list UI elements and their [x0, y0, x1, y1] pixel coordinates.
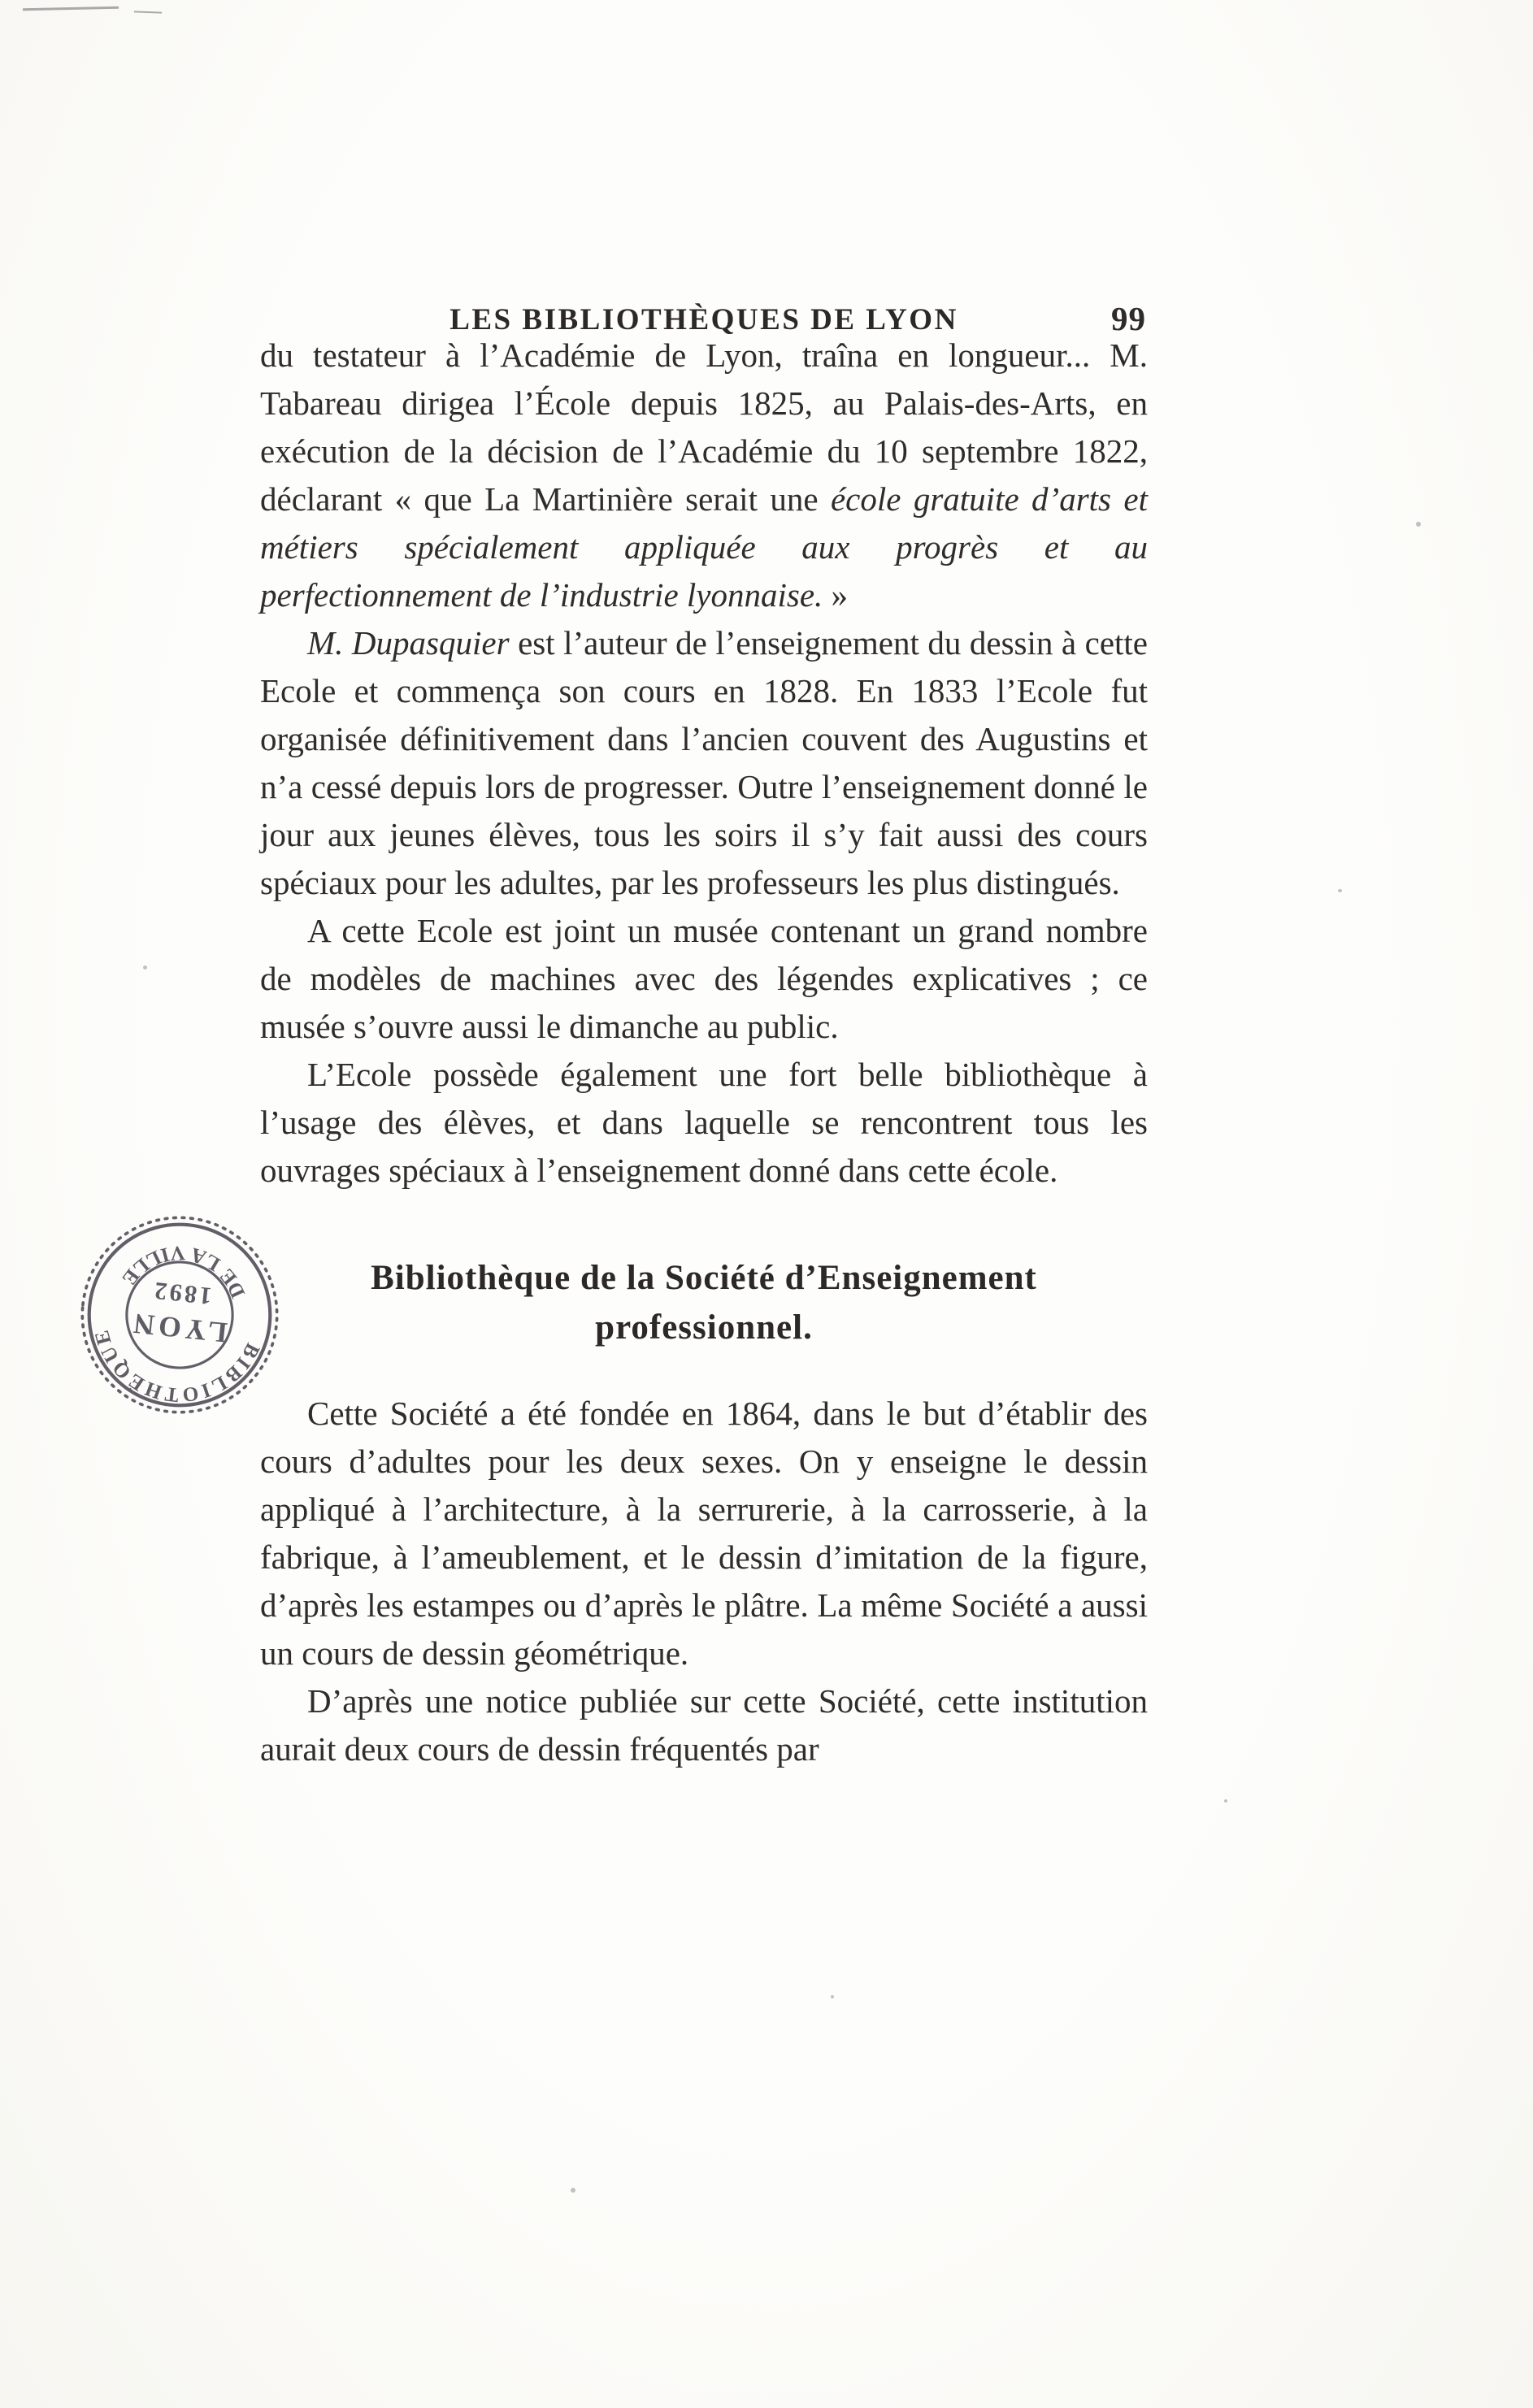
paragraph	[260, 619, 1148, 907]
italic-text-run: M. Dupasquier	[307, 624, 510, 662]
pencil-mark	[23, 7, 119, 11]
stamp-ring-text-bottom: DE LA VILLE	[115, 1241, 250, 1301]
stamp-city-text: LYON	[128, 1306, 229, 1350]
page-number: 99	[1111, 300, 1146, 337]
pencil-mark	[134, 11, 162, 13]
scan-speck	[143, 965, 147, 970]
stamp-ring-text-top: BIBLIOTHÈQUE	[90, 1325, 264, 1406]
scan-speck	[1338, 889, 1342, 892]
paragraph-group-bottom	[260, 1390, 1148, 1773]
section-heading	[260, 1253, 1148, 1352]
text-run: A cette Ecole est joint un musée contenant un grand nombre de modèles de machines avec des légendes explicatives ; ce musée s’ouvre aussi le dimanche au public.	[260, 912, 1148, 1045]
paragraph	[260, 1051, 1148, 1195]
paragraph	[260, 1390, 1148, 1677]
section-heading-line1: Bibliothèque de la Société d’Enseignement	[371, 1259, 1037, 1297]
text-run: du testateur à l’Académie de Lyon, traîna en longueur... M. Tabareau dirigea l’École depuis 1825, au Palais-des-Arts, en exécution de la décision de l’Académie du 10 septembre 1822, déclarant « que La Martinière serait une	[260, 336, 1148, 518]
scan-speck	[831, 1995, 834, 1998]
stamp-year-text: 1892	[150, 1276, 214, 1311]
text-run: »	[823, 576, 849, 614]
paragraph	[260, 907, 1148, 1051]
paragraph	[260, 332, 1148, 619]
scan-speck	[571, 2188, 575, 2193]
library-stamp	[67, 1203, 293, 1428]
text-run: Cette Société a été fondée en 1864, dans le but d’établir des cours d’adultes pour les deux sexes. On y enseigne le dessin appliqué à l’architecture, à la serrurerie, à la carrosserie, à la fabrique, à l’ameublement, et le dessin d’imitation de la figure, d’après les estampes ou d’après le plâtre. La même Société a aussi un cours de dessin géométrique.	[260, 1395, 1148, 1672]
paragraph-group-top	[260, 332, 1148, 1195]
scan-speck	[1224, 1799, 1227, 1803]
section-heading-line2: professionnel.	[595, 1308, 813, 1347]
text-column	[260, 332, 1148, 1773]
text-run: D’après une notice publiée sur cette Société, cette institution aurait deux cours de dessin fréquentés par	[260, 1682, 1148, 1768]
scan-speck	[1416, 522, 1421, 527]
running-title: LES BIBLIOTHÈQUES DE LYON	[449, 303, 958, 336]
paragraph	[260, 1677, 1148, 1773]
text-run: L’Ecole possède également une fort belle bibliothèque à l’usage des élèves, et dans laquelle se rencontrent tous les ouvrages spéciaux à l’enseignement donné dans cette école.	[260, 1056, 1148, 1189]
italic-text-run: école gratuite d’arts et métiers spécialement appliquée aux progrès et au perfectionnement de l’industrie lyonnaise.	[260, 480, 1148, 614]
text-run: est l’auteur de l’enseignement du dessin à cette Ecole et commença son cours en 1828. En 1833 l’Ecole fut organisée définitivement dans l’ancien couvent des Augustins et n’a cessé depuis lors de progresser. Outre l’enseignement donné le jour aux jeunes élèves, tous les soirs il s’y fait aussi des cours spéciaux pour les adultes, par les professeurs les plus distingués.	[260, 624, 1149, 901]
